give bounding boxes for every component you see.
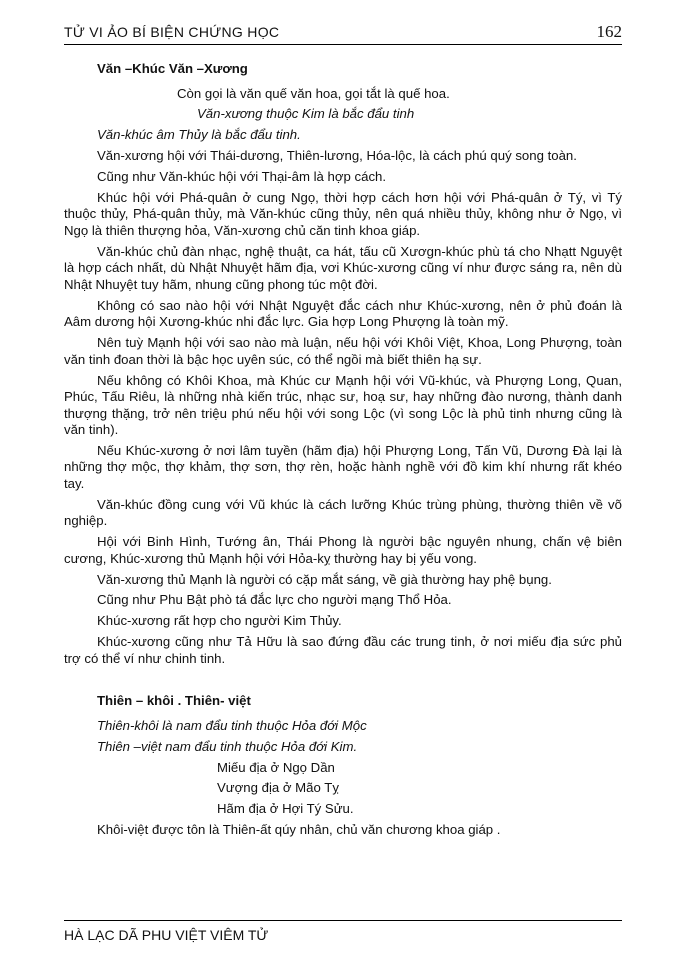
section-heading-thien-khoi-thien-viet: Thiên – khôi . Thiên- việt: [97, 693, 251, 709]
paragraph: Thiên –việt nam đẩu tinh thuộc Hỏa đới Kim.: [97, 738, 358, 754]
paragraph: Không có sao nào hội với Nhật Nguyệt đắc cách như Khúc-xương, nên ở phủ đoán là Aâm dương hội Xương-khúc nhi đắc lực. Gia hợp Long Phượng là toàn mỹ.: [64, 297, 622, 330]
paragraph: Văn-xương thuộc Kim là bắc đẩu tinh: [197, 106, 415, 122]
paragraph: Văn-xương thủ Mạnh là người có cặp mắt sáng, về già thường hay phệ bụng.: [97, 571, 552, 587]
section-heading-van-khuc-van-xuong: Văn –Khúc Văn –Xương: [97, 61, 248, 76]
paragraph: Nếu không có Khôi Khoa, mà Khúc cư Mạnh hội với Vũ-khúc, và Phượng Long, Quan, Phúc, Tấu Riêu, là những nhà kiến trúc, nhạc sư, hoạ sư, hay những đào nương, thành danh thượng thặng, trở nên triệu phú nếu hội với song Lộc (vì song Lộc là phủ tinh nhưng cũng là văn tinh).: [64, 372, 622, 438]
paragraph: Khúc-xương rất hợp cho người Kim Thủy.: [97, 613, 342, 629]
paragraph: Thiên-khôi là nam đẩu tinh thuộc Hỏa đới Mộc: [97, 717, 367, 733]
paragraph: Khúc hội với Phá-quân ở cung Ngọ, thời hợp cách hơn hội với Phá-quân ở Tý, vì Tý thuộc thủy, Phá-quân thủy, mà Văn-khúc cũng thủy, nên quá nhiều thủy, không như ở Ngọ, vì Ngọ là thiên thượng hỏa, Văn-xương chủ căn tinh khoa giáp.: [64, 189, 622, 238]
book-title: TỬ VI ẢO BÍ BIỆN CHỨNG HỌC: [64, 24, 280, 40]
paragraph: Khôi-việt được tôn là Thiên-ất qúy nhân, chủ văn chương khoa giáp .: [97, 822, 501, 838]
paragraph: Miếu địa ở Ngọ Dần: [217, 759, 335, 775]
paragraph: Khúc-xương cũng như Tả Hữu là sao đứng đầu các trung tinh, ở nơi miếu địa sức phủ trợ có thể ví như chinh tinh.: [64, 634, 622, 666]
paragraph: Còn gọi là văn quế văn hoa, gọi tắt là quế hoa.: [177, 85, 450, 101]
page-header: [64, 24, 622, 45]
page-number: 162: [596, 22, 622, 41]
paragraph: Hội với Binh Hình, Tướng ân, Thái Phong là người bậc nguyên nhung, chấn vệ biên cương, Khúc-xương thủ Mạnh hội với Hỏa-kỵ thường hay bị yếu vong.: [64, 534, 622, 566]
page-footer: [64, 920, 622, 943]
paragraph: Văn-khúc âm Thủy là bắc đẩu tinh.: [97, 127, 301, 143]
paragraph: Nếu Khúc-xương ở nơi lâm tuyền (hãm địa) hội Phượng Long, Tấn Vũ, Dương Đà lại là những thợ mộc, thợ khảm, thợ sơn, thợ rèn, hoặc hành nghề với đồ kim khí nhưng rất khéo tay.: [64, 442, 622, 491]
paragraph: Cũng như Phu Bật phò tá đắc lực cho người mạng Thổ Hỏa.: [97, 592, 452, 608]
paragraph: Cũng như Văn-khúc hội với Thại-âm là hợp cách.: [97, 169, 387, 185]
paragraph: Văn-xương hội với Thái-dương, Thiên-lương, Hóa-lộc, là cách phú quý song toàn.: [97, 148, 577, 164]
author-name: HÀ LẠC DÃ PHU VIỆT VIÊM TỬ: [64, 927, 269, 943]
paragraph: Văn-khúc chủ đàn nhạc, nghệ thuật, ca hát, tấu cũ Xươgn-khúc phù tá cho Nhạtt Nguyệt là hợp cách nhất, dù Nhật Nhuyệt hãm địa, vơi Khúc-xương cũng ví như được sáng ra, nên dù Nhật Nhuyệt tuy hãm, nhung cũng phong túc một đời.: [64, 243, 622, 292]
paragraph: Hãm địa ở Hợi Tý Sửu.: [217, 801, 354, 817]
paragraph: Vượng địa ở Mão Tỵ: [217, 780, 339, 796]
paragraph: Văn-khúc đồng cung với Vũ khúc là cách lưỡng Khúc trùng phùng, thường thiên về võ nghiệp.: [64, 496, 622, 529]
paragraph: Nên tuỳ Mạnh hội với sao nào mà luận, nếu hội với Khôi Việt, Khoa, Long Phượng, toàn văn tinh đoan thời là bậc học uyên súc, có thể ngồi mà biết thiên hạ sự.: [64, 335, 622, 367]
page-content: [64, 61, 622, 843]
